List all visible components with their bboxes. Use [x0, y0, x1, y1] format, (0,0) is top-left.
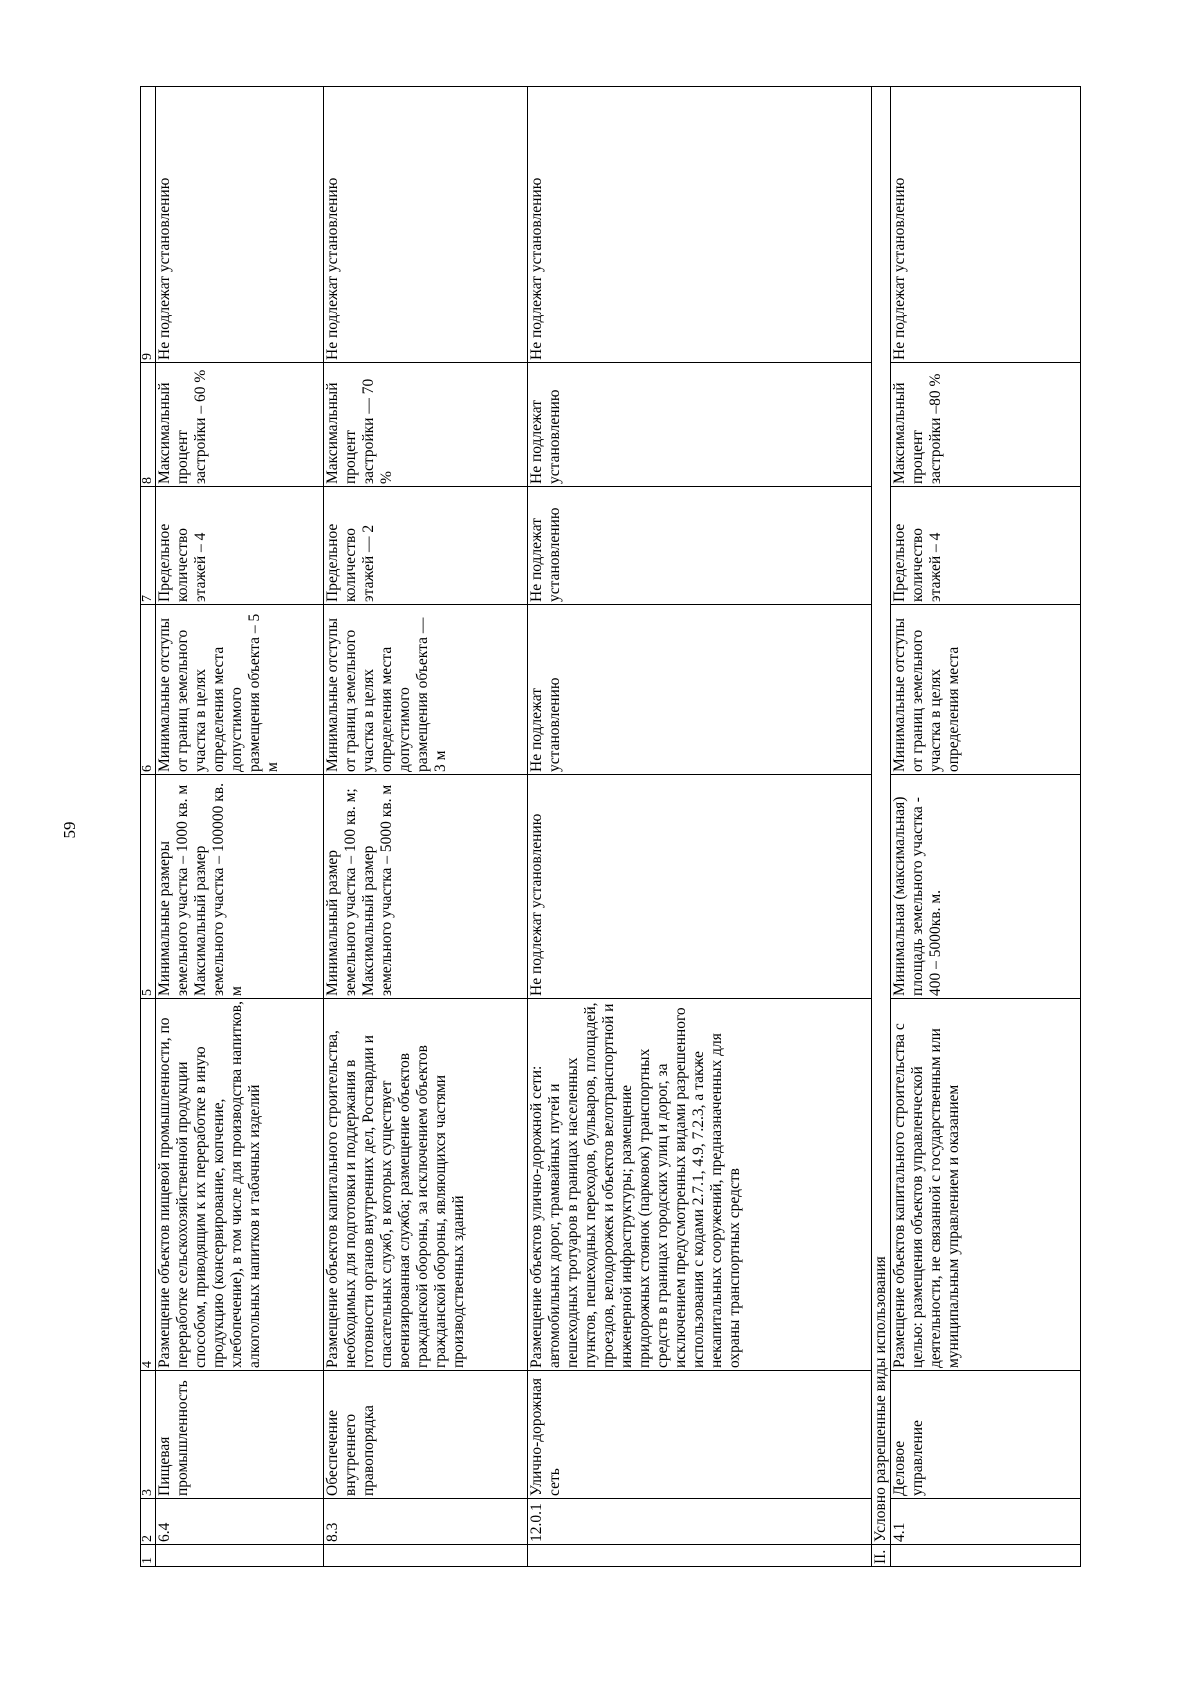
column-header: 1: [141, 1545, 156, 1567]
coverage-cell: Максимальный процент застройки –80 %: [891, 363, 1081, 487]
column-header: 5: [141, 775, 156, 999]
column-header: 7: [141, 487, 156, 605]
other-cell: Не подлежат установлению: [891, 87, 1081, 363]
plot-size-cell: Минимальные размеры земельного участка – 1000 кв. м Максимальный размер земельного участка – 100000 кв. м: [156, 775, 324, 999]
row-index-cell: [891, 1545, 1081, 1567]
name-cell: Пищевая промышленность: [156, 1371, 324, 1499]
name-cell: Улично-дорожная сеть: [528, 1371, 872, 1499]
table-row: [891, 87, 1081, 1567]
setback-cell: Минимальные отступы от границ земельного участка в целях определения места: [891, 605, 1081, 775]
plot-size-cell: Не подлежат установлению: [528, 775, 872, 999]
floors-cell: Предельное количество этажей — 2: [324, 487, 528, 605]
section-roman-numeral: II.: [872, 1545, 891, 1567]
other-cell: Не подлежат установлению: [156, 87, 324, 363]
column-header: 2: [141, 1499, 156, 1545]
column-number-row: [141, 87, 156, 1567]
coverage-cell: Максимальный процент застройки — 70 %: [324, 363, 528, 487]
column-header: 6: [141, 605, 156, 775]
page-number: 59: [60, 821, 79, 839]
coverage-cell: Максимальный процент застройки – 60 %: [156, 363, 324, 487]
section-header-row: [872, 87, 891, 1567]
floors-cell: Предельное количество этажей – 4: [156, 487, 324, 605]
description-cell: Размещение объектов капитального строительства с целью: размещения объектов управленческой деятельности, не связанной с государственным или муниципальным управлением и оказанием: [891, 999, 1081, 1371]
code-cell: 6.4: [156, 1499, 324, 1545]
setback-cell: Минимальные отступы от границ земельного участка в целях определения места допустимого размещения объекта — 3 м: [324, 605, 528, 775]
code-cell: 12.0.1: [528, 1499, 872, 1545]
plot-size-cell: Минимальная (максимальная) площадь земельного участка - 400 – 5000кв. м.: [891, 775, 1081, 999]
table-row: [528, 87, 872, 1567]
table-row: [156, 87, 324, 1567]
land-use-table: [140, 86, 1081, 1567]
column-header: 3: [141, 1371, 156, 1499]
row-index-cell: [324, 1545, 528, 1567]
section-title: Условно разрешенные виды использования: [872, 87, 891, 1545]
row-index-cell: [156, 1545, 324, 1567]
setback-cell: Не подлежат установлению: [528, 605, 872, 775]
name-cell: Обеспечение внутреннего правопорядка: [324, 1371, 528, 1499]
other-cell: Не подлежат установлению: [324, 87, 528, 363]
description-cell: Размещение объектов капитального строительства, необходимых для подготовки и поддержания в готовности органов внутренних дел, Росгвардии и спасательных служб, в которых существует военизированная служба; размещение объектов гражданской обороны, за исключением объектов гражданской обороны, являющихся частями производственных зданий: [324, 999, 528, 1371]
description-cell: Размещение объектов улично-дорожной сети: автомобильных дорог, трамвайных путей и пешеходных тротуаров в границах населенных пунктов, пешеходных переходов, бульваров, площадей, проездов, велодорожек и объектов велотранспортной и инженерной инфраструктуры; размещение придорожных стоянок (парковок) транспортных средств в границах городских улиц и дорог, за исключением предусмотренных видами разрешенного использования с кодами 2.7.1, 4.9, 7.2.3, а также некапитальных сооружений, предназначенных для охраны транспортных средств: [528, 999, 872, 1371]
plot-size-cell: Минимальный размер земельного участка – 100 кв. м; Максимальный размер земельного участка – 5000 кв. м: [324, 775, 528, 999]
column-header: 4: [141, 999, 156, 1371]
setback-cell: Минимальные отступы от границ земельного участка в целях определения места допустимого размещения объекта – 5 м: [156, 605, 324, 775]
rotated-table-sheet: [140, 87, 1105, 1567]
floors-cell: Предельное количество этажей – 4: [891, 487, 1081, 605]
column-header: 9: [141, 87, 156, 363]
name-cell: Деловое управление: [891, 1371, 1081, 1499]
column-header: 8: [141, 363, 156, 487]
row-index-cell: [528, 1545, 872, 1567]
code-cell: 8.3: [324, 1499, 528, 1545]
floors-cell: Не подлежат установлению: [528, 487, 872, 605]
table-row: [324, 87, 528, 1567]
code-cell: 4.1: [891, 1499, 1081, 1545]
other-cell: Не подлежат установлению: [528, 87, 872, 363]
coverage-cell: Не подлежат установлению: [528, 363, 872, 487]
description-cell: Размещение объектов пищевой промышленности, по переработке сельскохозяйственной продукции способом, приводящим к их переработке в иную продукцию (консервирование, копчение, хлебопечение), в том числе для производства напитков, алкогольных напитков и табачных изделий: [156, 999, 324, 1371]
